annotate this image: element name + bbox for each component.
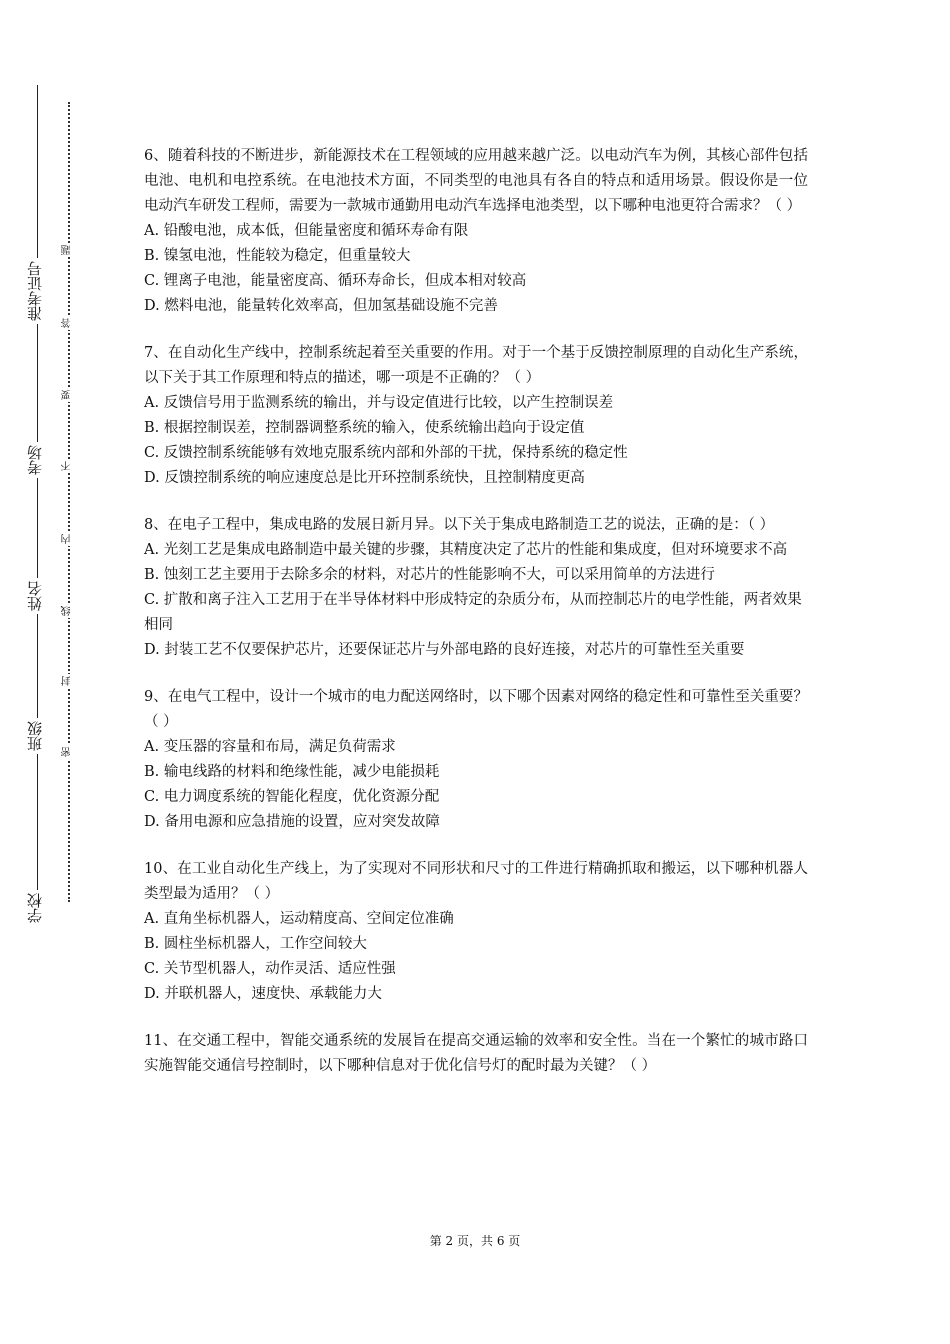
exam-room-label: 考场 xyxy=(20,442,50,478)
admission-number-label: 准考证号 xyxy=(20,258,50,324)
option-b: B. 输电线路的材料和绝缘性能，减少电能损耗 xyxy=(144,764,440,780)
option-d: D. 并联机器人，速度快、承载能力大 xyxy=(144,986,382,1002)
seal-dotted-line xyxy=(68,102,70,902)
option-d: D. 备用电源和应急措施的设置，应对突发故障 xyxy=(144,814,440,830)
question-9 xyxy=(144,685,808,835)
option-d: D. 封装工艺不仅要保护芯片，还要保证芯片与外部电路的良好连接，对芯片的可靠性至关重要 xyxy=(144,642,745,658)
question-7 xyxy=(144,341,808,491)
option-d: D. 燃料电池，能量转化效率高，但加氢基础设施不完善 xyxy=(144,298,498,314)
option-c: C. 反馈控制系统能够有效地克服系统内部和外部的干扰，保持系统的稳定性 xyxy=(144,445,628,461)
option-d: D. 反馈控制系统的响应速度总是比开环控制系统快，且控制精度更高 xyxy=(144,470,585,486)
seal-char: 题 xyxy=(58,243,78,257)
seal-char: 要 xyxy=(58,388,78,402)
class-label: 班级 xyxy=(20,718,50,754)
option-b: B. 蚀刻工艺主要用于去除多余的材料，对芯片的性能影响不大，可以采用简单的方法进行 xyxy=(144,567,715,583)
question-6 xyxy=(144,144,808,319)
option-a: A. 反馈信号用于监测系统的输出，并与设定值进行比较，以产生控制误差 xyxy=(144,395,614,411)
option-c: C. 关节型机器人，动作灵活、适应性强 xyxy=(144,961,396,977)
seal-char: 内 xyxy=(58,532,78,546)
option-b: B. 圆柱坐标机器人，工作空间较大 xyxy=(144,936,367,952)
page-footer: 第 2 页，共 6 页 xyxy=(429,1234,521,1248)
seal-char: 密 xyxy=(58,745,78,759)
option-a: A. 直角坐标机器人，运动精度高、空间定位准确 xyxy=(144,911,454,927)
seal-char: 答 xyxy=(58,316,78,330)
option-b: B. 镍氢电池，性能较为稳定，但重量较大 xyxy=(144,248,411,264)
question-stem: 10、在工业自动化生产线上，为了实现对不同形状和尺寸的工件进行精确抓取和搬运，以下哪种机器人类型最为适用？（ ） xyxy=(144,861,808,902)
question-8 xyxy=(144,513,808,663)
question-stem: 11、在交通工程中，智能交通系统的发展旨在提高交通运输的效率和安全性。当在一个繁忙的城市路口实施智能交通信号控制时，以下哪种信息对于优化信号灯的配时最为关键？（ ） xyxy=(144,1033,808,1074)
seal-char: 封 xyxy=(58,674,78,688)
school-label: 学校 xyxy=(20,890,50,926)
name-label: 姓名 xyxy=(20,578,50,614)
option-a: A. 光刻工艺是集成电路制造中最关键的步骤，其精度决定了芯片的性能和集成度，但对环境要求不高 xyxy=(144,542,788,558)
option-a: A. 变压器的容量和布局，满足负荷需求 xyxy=(144,739,396,755)
option-b: B. 根据控制误差，控制器调整系统的输入，使系统输出趋向于设定值 xyxy=(144,420,585,436)
question-stem: 8、在电子工程中，集成电路的发展日新月异。以下关于集成电路制造工艺的说法，正确的是：（ ） xyxy=(144,517,775,533)
seal-char: 不 xyxy=(58,459,78,473)
question-list xyxy=(144,144,808,1079)
option-a: A. 铅酸电池，成本低，但能量密度和循环寿命有限 xyxy=(144,223,469,239)
question-10 xyxy=(144,857,808,1007)
option-c: C. 锂离子电池，能量密度高、循环寿命长，但成本相对较高 xyxy=(144,273,527,289)
question-stem: 7、在自动化生产线中，控制系统起着至关重要的作用。对于一个基于反馈控制原理的自动化生产系统，以下关于其工作原理和特点的描述，哪一项是不正确的？（ ） xyxy=(144,345,808,386)
question-stem: 9、在电气工程中，设计一个城市的电力配送网络时，以下哪个因素对网络的稳定性和可靠性至关重要？（ ） xyxy=(144,689,808,730)
question-stem: 6、随着科技的不断进步，新能源技术在工程领域的应用越来越广泛。以电动汽车为例，其核心部件包括电池、电机和电控系统。在电池技术方面，不同类型的电池具有各自的特点和适用场景。假设你是一位电动汽车研发工程师，需要为一款城市通勤用电动汽车选择电池类型，以下哪种电池更符合需求？（ ） xyxy=(144,148,808,214)
option-c: C. 扩散和离子注入工艺用于在半导体材料中形成特定的杂质分布，从而控制芯片的电学性能，两者效果相同 xyxy=(144,592,802,633)
binding-line xyxy=(37,85,38,915)
option-c: C. 电力调度系统的智能化程度，优化资源分配 xyxy=(144,789,440,805)
question-11 xyxy=(144,1029,808,1079)
seal-char: 线 xyxy=(58,604,78,618)
